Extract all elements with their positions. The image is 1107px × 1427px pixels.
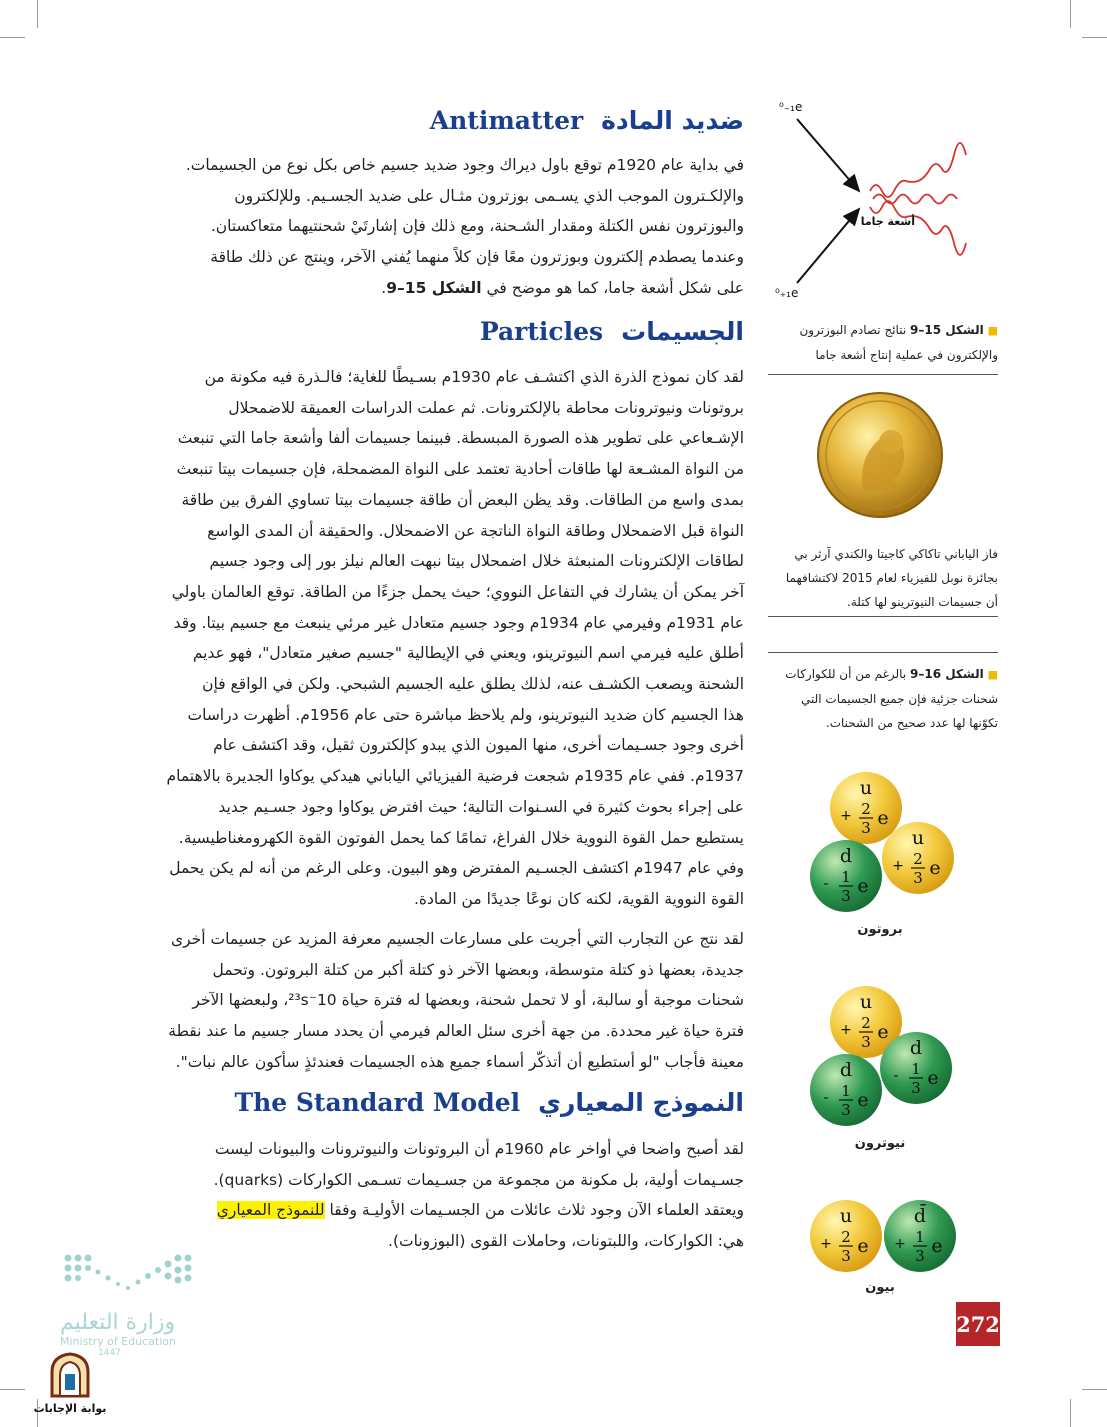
divider [768,616,998,617]
figure-label: الشكل 16–9 [910,667,984,681]
quark-flavor: u [911,827,925,849]
charge-denominator: 3 [861,819,871,837]
text-line: 1937م. ففي عام 1935م شجعت فرضية الفيزيائي الياباني هيدكي يوكاوا الجديرة بالاهتمام [166,767,744,786]
caption-line: والإلكترون في عملية إنتاج أشعة جاما [815,348,998,362]
text-line: الإشـعاعي على تطوير هذه الصورة المبسطة. فبينما جسيمات ألفا وأشعة جاما التي تنبعث [177,429,744,448]
charge-sign: + [820,1236,832,1252]
standard-model-title-ar: النموذج المعياري [538,1088,744,1117]
text-line: أخرى وجود جسـيمات أخرى، منها الميون الذي يبدو كإلكترون ثقيل، وقد اكتشف عام [213,736,744,755]
text-line: وفي عام 1947م اكتشف الجسـيم المفترض وهو البيون. وعلى الرغم من أنه لم يكن يحمل [169,859,744,878]
text-line: بروتونات ونيوترونات محاطة بالإلكترونات. ثم عملت الدراسات العميقة للاضمحلال [228,398,744,417]
text-line: أطلق عليه فيرمي اسم النيوترينو، ويعني في الإيطالية "جسيم صغير متعادل"، فهو عديم [192,644,744,663]
charge-unit: e [857,1089,869,1111]
text-line: جديدة، بعضها ذو كتلة متوسطة، وبعضها الآخر ذو كتلة أكبر من كتلة البروتون. وتحمل [212,960,744,979]
text-line: هذا الجسيم كان ضديد النيوترينو، ولم يلاحظ مباشرة حتى عام 1956م. أظهرت دراسات [187,705,744,724]
standard-model-heading [234,1088,744,1117]
text-line: جسـيمات أولية، بل مكونة من مجموعة من جسـيمات تسـمى الكواركات (quarks). [213,1170,744,1189]
text-line: شحنات موجبة أو سالبة، أو لا تحمل شحنة، وبعضها له فترة حياة 10⁻²³s، ولبعضها الآخر [192,991,744,1010]
gamma-wave [870,201,966,255]
charge-sign: - [823,876,829,892]
antimatter-title-ar: ضديد المادة [601,106,744,135]
nobel-caption [768,542,998,614]
charge-numerator: 2 [913,850,923,868]
text-line: والبوزترون نفس الكتلة ومقدار الشـحنة، ومع ذلك فإن إشارتَيْ شحنتيهما متعاكستان. [210,217,744,236]
text-run: ويعتقد العلماء الآن وجود ثلاث عائلات من الجسـيمات الأوليـة وفقا [329,1201,744,1220]
nobel-medal-image [815,390,945,520]
charge-numerator: 2 [861,1014,871,1032]
ministry-year: 1447 [98,1348,121,1358]
text-line: والإلكـترون الموجب الذي يسـمى بوزترون مثـال على ضديد الجسـيم. وللإلكترون [234,186,744,205]
proton-down-quark [810,840,882,912]
annihilation-diagram [775,95,995,310]
charge-numerator: 1 [841,868,851,886]
text-line: لقد أصبح واضحا في أواخر عام 1960م أن البروتونات والنيوترونات والبيونات ليست [214,1140,744,1158]
quark-flavor: u [859,991,873,1013]
crop-mark [0,1389,25,1390]
figure-label: الشكل 15–9 [910,323,984,337]
highlighted-term: للنموذج المعياري [216,1201,325,1220]
ministry-name-en: Ministry of Education [60,1335,177,1348]
text-line: معينة فأجاب "لو أستطيع أن أتذكّر أسماء جميع هذه الجسيمات فعندئذٍ سأكون عالم نبات". [175,1052,744,1071]
charge-numerator: 2 [861,800,871,818]
charge-unit: e [857,1235,869,1257]
charge-sign: + [840,808,852,824]
charge-unit: e [877,1021,889,1043]
text-line: النواة قبل الاضمحلال وطاقة النواة الناتجة عن الاضمحلال. والحقيقة أن المدى الواسع [207,521,744,540]
gamma-ray-label: أشعة جاما [860,215,915,228]
crop-mark [0,37,25,38]
portal-logo [30,1352,110,1415]
quark-flavor: d [909,1037,923,1059]
particles-paragraph-2 [136,924,744,1078]
caption-line [768,318,998,343]
gamma-wave [870,143,966,197]
charge-unit: e [931,1235,943,1257]
charge-numerator: 1 [911,1060,921,1078]
antimatter-paragraph [136,150,744,304]
charge-unit: e [927,1067,939,1089]
positron-symbol: ⁰₊₁e [775,286,799,300]
page-number: 272 [956,1302,1000,1346]
charge-numerator: 1 [915,1228,925,1246]
charge-unit: e [929,857,941,879]
charge-sign: + [892,858,904,874]
charge-denominator: 3 [861,1033,871,1051]
text-line: وعندما يصطدم إلكترون وبوزترون معًا فإن كلاً منهما يُفني الآخر، وينتج عن ذلك طاقة [210,248,744,267]
quark-flavor: d [839,1059,853,1081]
charge-unit: e [857,875,869,897]
electron-symbol: ⁰₋₁e [779,100,803,114]
text-line: عام 1931م وفيرمي عام 1934م وجود جسيم متعادل غير مرئي ينبعث مع جسيم بيتا. وقد [173,613,744,632]
crop-mark [1082,1389,1107,1390]
divider [768,652,998,653]
portal-label: بوابة الإجابات [33,1402,107,1415]
proton-up-quark-2 [882,822,954,894]
electron-path [797,119,859,191]
charge-numerator: 1 [841,1082,851,1100]
text-line: لقد كان نموذج الذرة الذي اكتشـف عام 1930م بسـيطًا للغاية؛ فالـذرة فيه مكونة من [204,368,744,386]
text-run: . [381,278,387,297]
charge-sign: + [894,1236,906,1252]
neutron-down-quark-2 [810,1054,882,1126]
charge-denominator: 3 [913,869,923,887]
neutron-down-quark-1 [880,1032,952,1104]
proton-up-quark-1 [830,772,902,844]
particles-heading [480,317,744,346]
charge-sign: + [840,1022,852,1038]
crop-mark [1082,37,1107,38]
text-line: آخر يمكن أن يشارك في التفاعل النووي؛ حيث يحمل جزءًا من الطاقة. توقع العالمان باولي [171,582,744,601]
quark-flavor: d̄ [913,1205,927,1227]
standard-model-paragraph [136,1134,744,1257]
figure-reference: الشكل 15–9 [386,278,482,297]
ministry-logo [60,1250,210,1358]
text-line: على إجراء بحوث كثيرة في السـنوات التالية؛ حيث افترض يوكاوا وجود جسـيم جديد [218,797,744,816]
square-bullet-icon: ■ [987,324,998,337]
ministry-dots-icon [60,1250,200,1300]
caption-line: شحنات جزئية فإن جميع الجسيمات التي [800,692,998,706]
text-line: لطاقات الإلكترونات المنبعثة خلال اضمحلال بيتا نبهت العالم نيلز بور إلى وجود جسيم [209,552,744,571]
text-line: فترة حياة غير محددة. من جهة أخرى سئل العالم فيرمي أن يحدد مسار جسيم ما عند نقطة [168,1022,744,1041]
text-line [136,1195,744,1226]
neutron-label: نيوترون [854,1136,906,1151]
charge-unit: e [877,807,889,829]
quark-flavor: d [839,845,853,867]
figure-9-16-caption [768,662,998,735]
pion-label: بيون [865,1280,895,1295]
crop-mark [1070,1399,1071,1427]
text-run: على شكل أشعة جاما، كما هو موضح في [486,278,744,297]
pion-anti-down-quark [884,1200,956,1272]
text-line: لقد نتج عن التجارب التي أجريت على مسارعات الجسيم معرفة المزيد عن جسيمات أخرى [171,930,744,948]
caption-line: فاز الياباني تاكاكي كاجيتا والكندي آرثر بي [794,547,998,561]
charge-sign: - [823,1090,829,1106]
text-line: هي: الكواركات، واللبتونات، وحاملات القوى (البوزونات). [388,1232,744,1251]
text-line: يستطيع حمل القوة النووية خلال الفراغ، تمامًا كما يحمل الفوتون القوة الكهرومغناطيسية. [178,828,744,847]
charge-denominator: 3 [841,887,851,905]
antimatter-title-en: Antimatter [429,106,584,135]
text-line [136,273,744,304]
pion-up-quark [810,1200,882,1272]
caption-line: بجائزة نوبل للفيزياء لعام 2015 لاكتشافهما [785,571,998,585]
ministry-name-ar: وزارة التعليم [60,1310,176,1335]
divider [768,374,998,375]
quark-flavor: u [859,777,873,799]
quark-flavor: u [839,1205,853,1227]
particles-title-ar: الجسيمات [621,317,744,346]
text-line: بمدى واسع من الطاقات. وقد يظن البعض أن طاقة جسيمات بيتا تساوي الفرق بين طاقة [181,490,744,509]
charge-denominator: 3 [911,1079,921,1097]
charge-denominator: 3 [841,1101,851,1119]
square-bullet-icon: ■ [987,668,998,681]
charge-sign: - [893,1068,899,1084]
caption-text: نتائج تصادم البوزترون [799,323,907,337]
positron-path [797,209,859,283]
standard-model-title-en: The Standard Model [234,1088,521,1117]
text-line: من النواة المشـعة لها طاقات أحادية تعتمد على النواة المضمحلة، فإن جسيمات بيتا تنبعث [176,460,744,479]
charge-denominator: 3 [841,1247,851,1265]
caption-line: أن جسيمات النيوترينو لها كتلة. [847,595,998,609]
text-line: في بداية عام 1920م توقع باول ديراك وجود ضديد جسيم خاص بكل نوع من الجسيمات. [185,156,744,174]
quark-diagrams [790,760,990,1320]
text-line: القوة النووية القوية، لكنه كان نوعًا جديدًا من المادة. [413,889,744,908]
particles-paragraph-1 [136,362,744,915]
portal-arch-icon [48,1352,92,1398]
caption-line [768,662,998,687]
text-line: الشحنة ويصعب الكشـف عنه، لذلك يطلق عليه الجسيم الشبحي. ولكن في الواقع فإن [202,675,744,694]
antimatter-heading [430,106,744,135]
proton-label: بروتون [857,922,903,937]
charge-denominator: 3 [915,1247,925,1265]
particles-title-en: Particles [479,317,604,346]
caption-line: تكوّنها لها عدد صحيح من الشحنات. [825,716,998,730]
crop-mark [1070,0,1071,28]
charge-numerator: 2 [841,1228,851,1246]
figure-9-15-caption [768,318,998,367]
crop-mark [37,0,38,28]
caption-text: بالرغم من أن للكواركات [785,667,907,681]
